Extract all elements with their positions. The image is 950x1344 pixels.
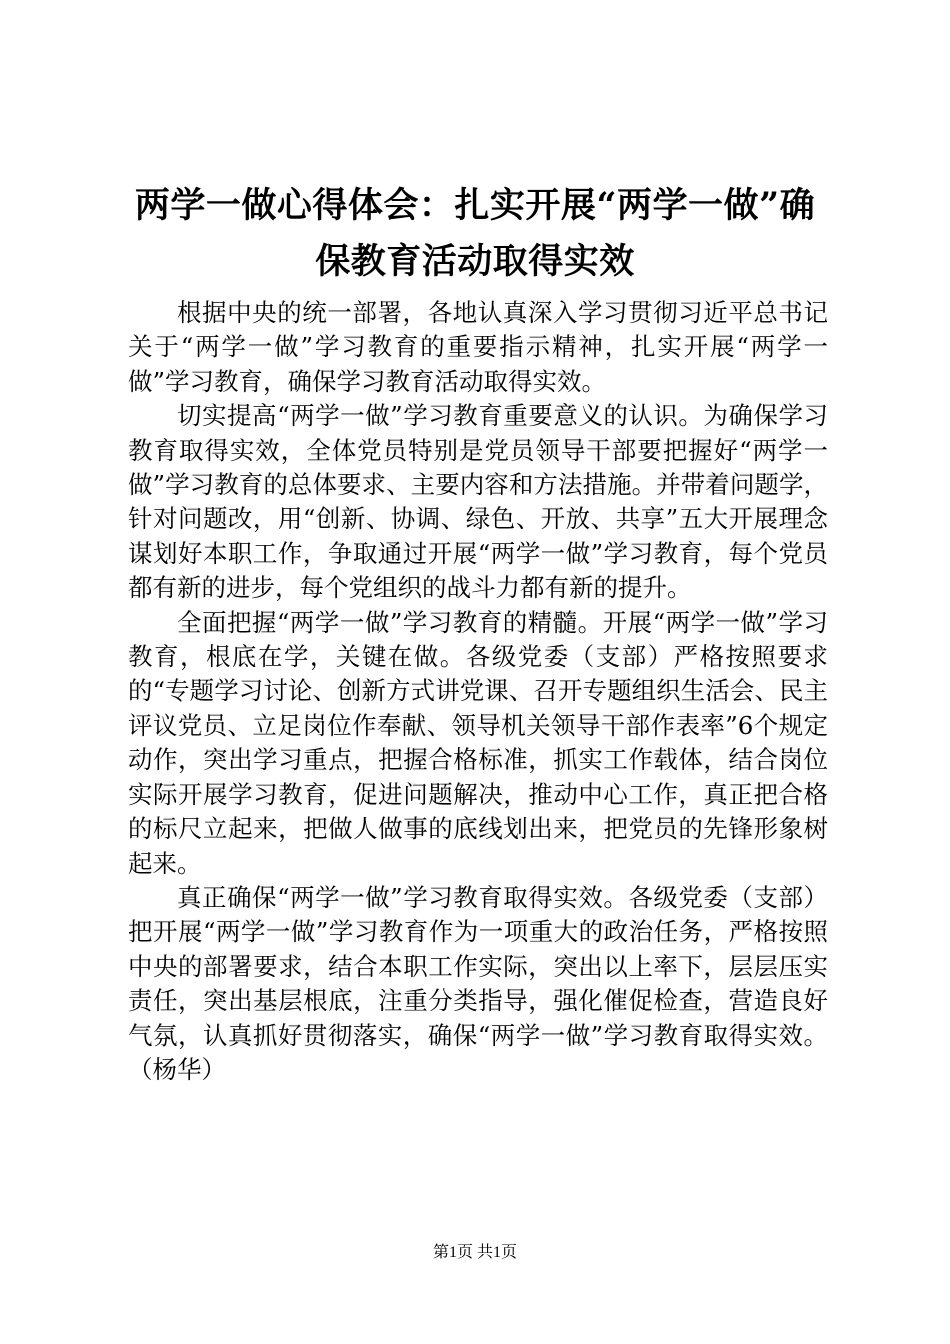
document-body bbox=[128, 296, 828, 1087]
document-title bbox=[120, 178, 830, 290]
paragraph-2: 切实提高“两学一做”学习教育重要意义的认识。为确保学习教育取得实效，全体党员特别是党员领导干部要把握好“两学一做”学习教育的总体要求、主要内容和方法措施。并带着问题学，针对问题改，用“创新、协调、绿色、开放、共享”五大开展理念谋划好本职工作，争取通过开展“两学一做”学习教育，每个党员都有新的进步，每个党组织的战斗力都有新的提升。 bbox=[128, 401, 828, 603]
paragraph-1: 根据中央的统一部署，各地认真深入学习贯彻习近平总书记关于“两学一做”学习教育的重要指示精神，扎实开展“两学一做”学习教育，确保学习教育活动取得实效。 bbox=[128, 298, 828, 396]
paragraph-4: 真正确保“两学一做”学习教育取得实效。各级党委（支部）把开展“两学一做”学习教育作为一项重大的政治任务，严格按照中央的部署要求，结合本职工作实际，突出以上率下，层层压实责任，突出基层根底，注重分类指导，强化催促检查，营造良好气氛，认真抓好贯彻落实，确保“两学一做”学习教育取得实效。（杨华） bbox=[128, 882, 828, 1084]
title-line-2: 保教育活动取得实效 bbox=[315, 241, 635, 282]
title-line-1: 两学一做心得体会：扎实开展“两学一做”确 bbox=[134, 185, 816, 226]
page-footer: 第1页 共1页 bbox=[432, 1244, 517, 1261]
paragraph-3: 全面把握“两学一做”学习教育的精髓。开展“两学一做”学习教育，根底在学，关键在做。各级党委（支部）严格按照要求的“专题学习讨论、创新方式讲党课、召开专题组织生活会、民主评议党员、立足岗位作奉献、领导机关领导干部作表率”6个规定动作，突出学习重点，把握合格标准，抓实工作载体，结合岗位实际开展学习教育，促进问题解决，推动中心工作，真正把合格的标尺立起来，把做人做事的底线划出来，把党员的先锋形象树起来。 bbox=[128, 607, 828, 878]
